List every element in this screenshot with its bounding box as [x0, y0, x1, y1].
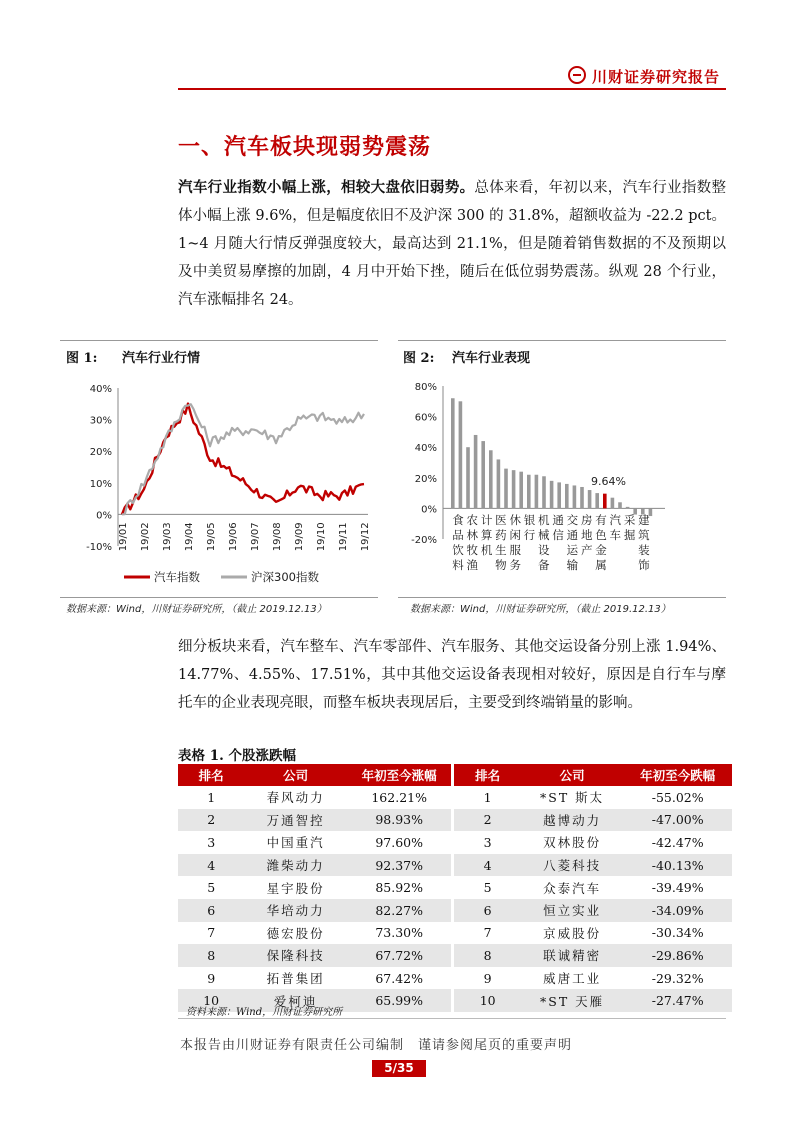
cell-rank: 10: [178, 989, 244, 1012]
cell-gain: 73.30%: [375, 925, 423, 941]
cell-loss: -39.49%: [651, 880, 704, 896]
cell-loss: -29.32%: [651, 970, 704, 986]
bar: [611, 498, 615, 509]
cell-rank: 8: [178, 944, 244, 967]
category-label: 有色金属: [595, 513, 607, 572]
category-label: 建筑装饰: [638, 513, 650, 572]
bar: [497, 459, 501, 508]
cell-loss: -30.34%: [651, 925, 704, 941]
table-row: [178, 786, 732, 809]
cell-company: 华培动力: [244, 899, 347, 922]
cell-gain: 82.27%: [347, 899, 452, 922]
col-rank: 排名: [178, 764, 244, 786]
cell-company: 星宇股份: [266, 880, 325, 896]
figure2-bottom-rule: [398, 597, 726, 598]
y-tick-label: 40%: [414, 443, 437, 455]
footer-disclaimer: 本报告由川财证券有限责任公司编制 谨请参阅尾页的重要声明: [180, 1038, 573, 1053]
y-tick-label: 30%: [89, 415, 112, 427]
header-divider: [178, 88, 726, 90]
cell-rank: 5: [207, 880, 216, 896]
figure2-annotation: 9.64%: [591, 475, 626, 488]
table-row: [178, 854, 732, 877]
cell-rank: 2: [178, 809, 244, 832]
cell-company: *ST 天雁: [521, 989, 624, 1012]
bar: [512, 470, 516, 508]
y-tick-label: 40%: [89, 384, 112, 395]
bar: [618, 502, 622, 508]
x-tick-label: 19/09: [294, 522, 305, 552]
category-label: 休闲服务: [509, 513, 521, 572]
bar: [481, 441, 485, 508]
cell-rank: 1: [207, 789, 216, 805]
bar: [542, 476, 546, 508]
y-tick-label: 10%: [89, 478, 112, 490]
category-label: 交通运输: [566, 513, 579, 572]
figure1-bottom-rule: [60, 597, 378, 598]
category-label: 银行: [523, 513, 536, 542]
bar: [565, 484, 569, 508]
y-tick-label: 80%: [414, 382, 437, 393]
cell-company: 潍柴动力: [244, 854, 347, 877]
x-tick-label: 19/10: [316, 522, 327, 552]
bar: [626, 507, 630, 509]
col-loss: 年初至今跌幅: [623, 764, 732, 786]
y-tick-label: 20%: [414, 473, 437, 485]
cell-loss: -42.47%: [651, 834, 704, 850]
intro-paragraph: [178, 174, 726, 314]
cell-gain: 65.99%: [347, 989, 452, 1012]
cell-company: 保隆科技: [244, 944, 347, 967]
figure2-label: 图 2:: [403, 351, 435, 366]
cell-rank: 3: [207, 834, 216, 850]
figure2-top-rule: [398, 340, 726, 342]
cell-loss: -47.00%: [623, 809, 732, 832]
x-tick-label: 19/06: [228, 522, 239, 552]
category-label: 计算机: [480, 513, 493, 557]
cell-rank: 8: [454, 944, 520, 967]
x-tick-label: 19/03: [162, 522, 173, 552]
cell-loss: -34.09%: [623, 899, 732, 922]
bar: [474, 435, 478, 508]
cell-gain: 162.21%: [371, 789, 427, 805]
cell-rank: 5: [483, 880, 492, 896]
bar: [504, 469, 508, 509]
y-tick-label: 60%: [414, 412, 437, 424]
company-logo-icon: [568, 66, 586, 84]
x-tick-label: 19/07: [250, 522, 261, 552]
cell-rank: 6: [178, 899, 244, 922]
cell-company: 威唐工业: [543, 971, 602, 987]
cell-company: *ST 斯太: [540, 790, 605, 806]
category-label: 通信: [552, 513, 564, 542]
cell-loss: -55.02%: [651, 789, 704, 805]
bar: [595, 493, 599, 508]
cell-rank: 9: [207, 970, 216, 986]
cell-rank: 7: [483, 925, 492, 941]
y-tick-label: -20%: [411, 535, 437, 546]
table-row: [178, 876, 732, 899]
bar: [550, 481, 554, 509]
table-caption: 表格 1. 个股涨跌幅: [178, 748, 296, 764]
bar: [580, 487, 584, 508]
cell-company: 众泰汽车: [543, 880, 602, 896]
col-company-2: 公司: [521, 764, 624, 786]
table-row: [178, 944, 732, 967]
category-label: 食品饮料: [452, 513, 464, 572]
cell-company: 双林股份: [543, 835, 602, 851]
cell-rank: 6: [454, 899, 520, 922]
bar: [489, 450, 493, 508]
cell-rank: 1: [483, 789, 492, 805]
category-label: 采掘: [623, 513, 636, 542]
category-label: 医药生物: [495, 513, 507, 572]
cell-rank: 3: [483, 834, 492, 850]
page-number: 5/35: [372, 1060, 426, 1077]
figure1-label: 图 1:: [66, 351, 98, 366]
category-label: 汽车: [609, 513, 622, 542]
figure1-top-rule: [60, 340, 378, 342]
cell-loss: -29.86%: [623, 944, 732, 967]
series-line-csi300: [122, 404, 364, 514]
cell-company: 德宏股份: [266, 925, 325, 941]
x-tick-label: 19/05: [206, 522, 217, 552]
bar: [535, 475, 539, 509]
x-tick-label: 19/04: [184, 522, 195, 552]
y-tick-label: -10%: [86, 542, 112, 553]
table-source: 资料来源：Wind，川财证券研究所: [186, 1007, 343, 1018]
legend-label: 汽车指数: [154, 570, 200, 584]
cell-rank: 4: [454, 854, 520, 877]
cell-gain: 85.92%: [375, 880, 423, 896]
table-row: [178, 831, 732, 854]
cell-gain: 67.42%: [375, 970, 423, 986]
x-tick-label: 19/02: [140, 522, 151, 552]
table-row: [178, 809, 732, 832]
category-label: 农林牧渔: [466, 513, 479, 572]
y-tick-label: 20%: [89, 447, 112, 459]
category-label: 机械设备: [538, 513, 550, 572]
y-tick-label: 0%: [96, 510, 112, 522]
bar-auto-highlight: [603, 494, 607, 509]
cell-gain: 98.93%: [347, 809, 452, 832]
cell-company: 中国重汽: [266, 835, 325, 851]
category-label: 房地产: [580, 513, 593, 557]
subsector-paragraph: 细分板块来看，汽车整车、汽车零部件、汽车服务、其他交运设备分别上涨 1.94%、14.77%、4.55%、17.51%，其中其他交运设备表现相对较好，原因是自行车与摩托车的企业表现亮眼，而整车板块表现居后，主要受到终端销量的影响。: [178, 639, 726, 711]
bar: [557, 482, 561, 508]
cell-rank: 10: [454, 989, 520, 1012]
header-title: 川财证券研究报告: [592, 68, 721, 86]
figure2-bar-chart: [403, 374, 725, 596]
intro-lead: 汽车行业指数小幅上涨，相较大盘依旧弱势。: [178, 179, 475, 196]
x-tick-label: 19/01: [118, 522, 129, 552]
cell-gain: 92.37%: [347, 854, 452, 877]
col-company: 公司: [244, 764, 347, 786]
cell-rank: 7: [207, 925, 216, 941]
figure1-line-chart: [66, 374, 378, 596]
table-header-row: [178, 764, 732, 786]
table-row: [178, 899, 732, 922]
cell-company: 联诚精密: [521, 944, 624, 967]
cell-company: 万通智控: [244, 809, 347, 832]
cell-company: 春风动力: [266, 790, 325, 806]
figure2-title: 汽车行业表现: [452, 351, 531, 366]
stock-change-table: [178, 764, 732, 1012]
cell-company: 拓普集团: [266, 971, 325, 987]
cell-company: 八菱科技: [521, 854, 624, 877]
bar: [573, 485, 577, 508]
x-tick-label: 19/12: [360, 522, 371, 552]
table-row: [178, 967, 732, 990]
bar: [459, 401, 463, 508]
bar: [466, 447, 470, 508]
section-title: 一、汽车板块现弱势震荡: [178, 134, 432, 160]
cell-rank: 2: [454, 809, 520, 832]
y-tick-label: 0%: [421, 504, 437, 516]
cell-loss: -27.47%: [623, 989, 732, 1012]
bar: [527, 475, 531, 509]
cell-gain: 97.60%: [375, 834, 423, 850]
intro-body: 总体来看，年初以来，汽车行业指数整体小幅上涨 9.6%，但是幅度依旧不及沪深 300 的 31.8%，超额收益为 -22.2 pct。1~4 月随大行情反弹强度较大，最高达到 21.1%，但是随着销售数据的不及预期以及中美贸易摩擦的加剧，4 月中开始下挫，随后在低位弱势震荡。纵观 28 个行业，汽车涨幅排名 24。: [178, 180, 727, 308]
cell-rank: 4: [178, 854, 244, 877]
table-row: [178, 922, 732, 945]
legend-label: 沪深300指数: [251, 570, 319, 584]
col-gain: 年初至今涨幅: [347, 764, 452, 786]
bar: [588, 490, 592, 508]
cell-gain: 67.72%: [347, 944, 452, 967]
bar: [519, 472, 523, 509]
cell-company: 越博动力: [521, 809, 624, 832]
col-rank-2: 排名: [454, 764, 520, 786]
footer-divider: [178, 1018, 726, 1019]
cell-company: 京威股份: [543, 925, 602, 941]
x-tick-label: 19/08: [272, 522, 283, 552]
figure2-source: 数据来源：Wind，川财证券研究所，（截止 2019.12.13）: [410, 604, 671, 615]
cell-company: 恒立实业: [521, 899, 624, 922]
figure1-title: 汽车行业行情: [122, 351, 201, 366]
figure1-source: 数据来源：Wind，川财证券研究所，（截止 2019.12.13）: [66, 604, 327, 615]
cell-loss: -40.13%: [623, 854, 732, 877]
x-tick-label: 19/11: [338, 522, 349, 552]
bar: [451, 398, 455, 508]
cell-rank: 9: [483, 970, 492, 986]
cell-company: 爱柯迪: [244, 989, 347, 1012]
